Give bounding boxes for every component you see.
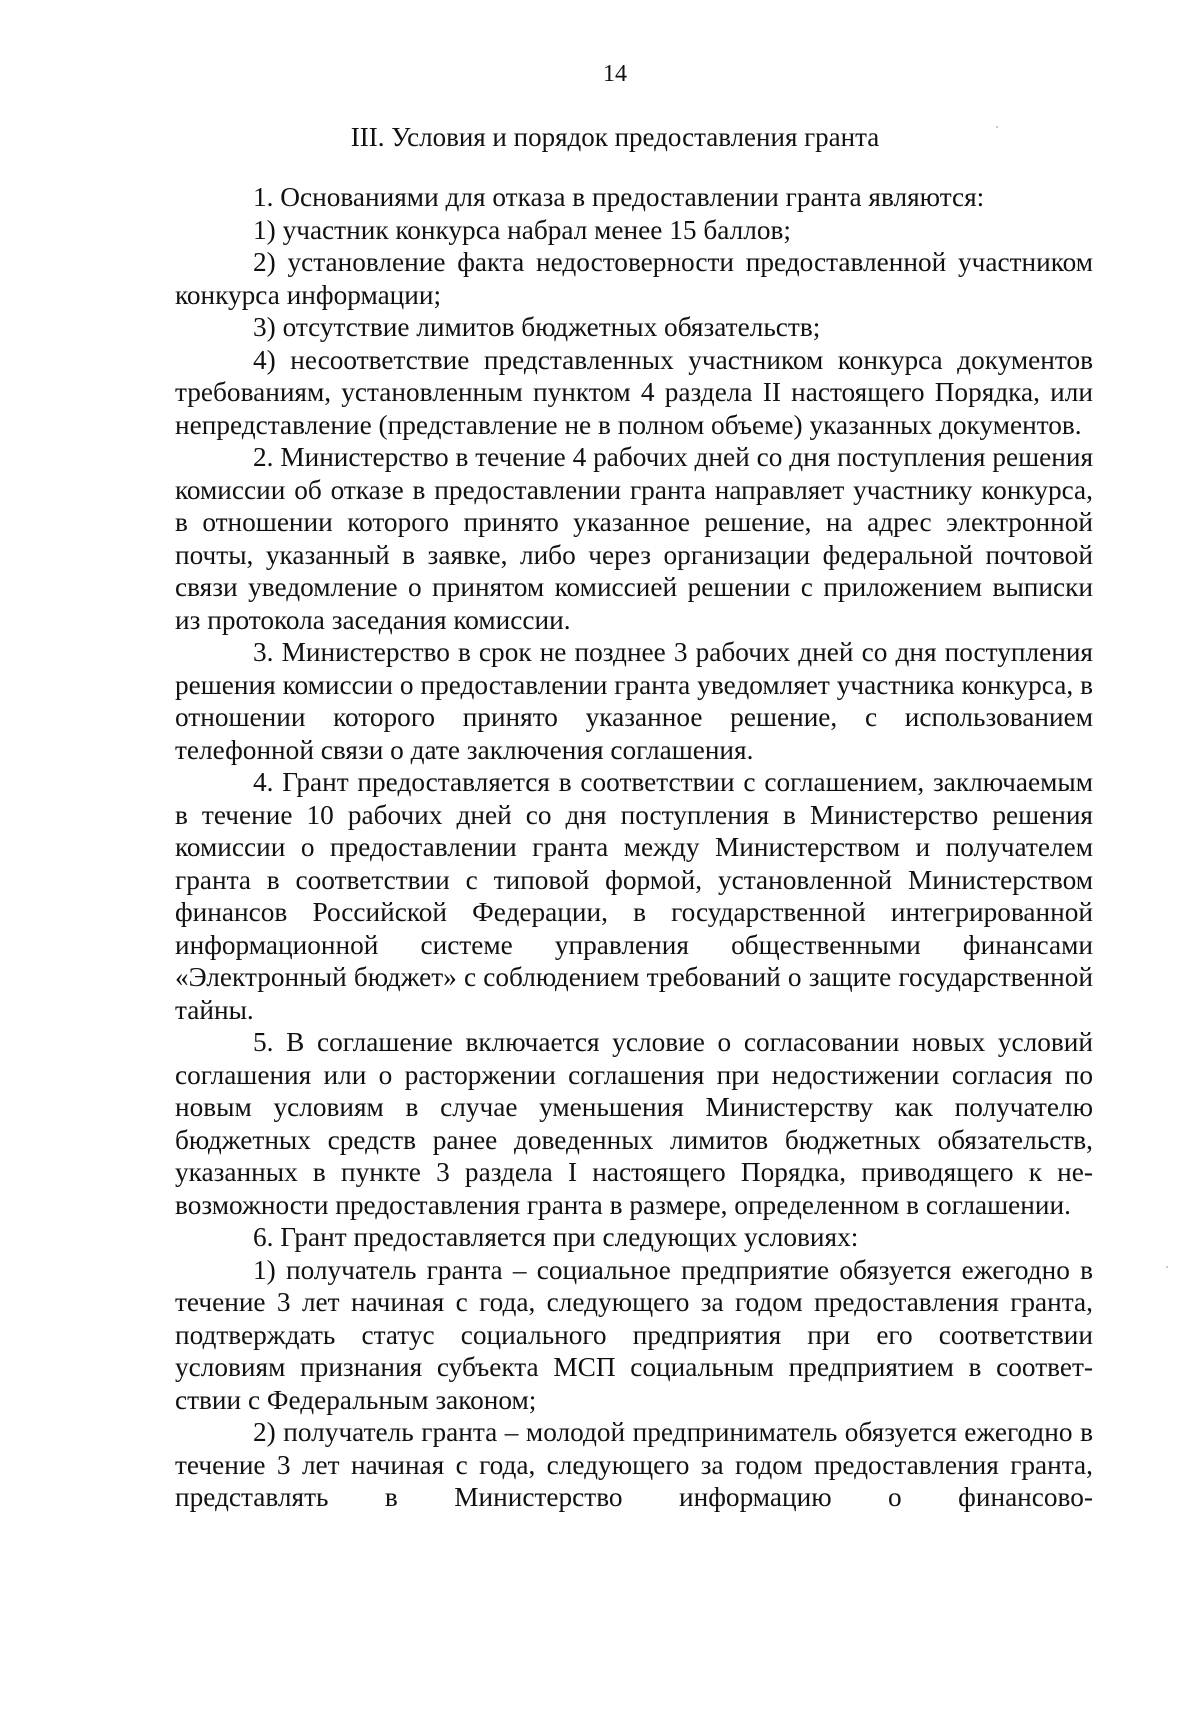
paragraph-clause-3: 3. Министерство в срок не позднее 3 рабочих дней со дня поступления решения комиссии о предоставлении гранта уведомляет участника конкурса, в отношении которого принято указанное решение, с использованием телефонной связи о дате заключения соглашения. (175, 637, 1093, 765)
paragraph-condition-item-2: 2) получатель гранта – молодой предприниматель обязуется ежегодно в течение 3 лет начиная с года, следующего за годом предоставления гранта, представлять в Министерство информацию о финансово- (175, 1417, 1093, 1512)
scan-speck (1166, 1266, 1168, 1268)
paragraph-refusal-item-4: 4) несоответствие представленных участником конкурса документов требованиям, установленным пунктом 4 раздела II настоящего Порядка, или непредставление (представление не в полном объеме) указанных документов. (175, 344, 1093, 440)
paragraph-clause-4: 4. Грант предоставляется в соответствии с соглашением, заключаемым в течение 10 рабочих дней со дня поступления в Министерство решения комиссии о предоставлении гранта между Министерством и получателем гранта в соответствии с типовой формой, установленной Министерством финансов Российской Федерации, в государственной интегрированной информационной системе управления общественными финансами «Электронный бюджет» с соблюдением требований о защите государственной тайны. (175, 767, 1093, 1025)
paragraph-clause-5: 5. В соглашение включается условие о согласовании новых условий соглашения или о расторжении соглашения при недостижении согласия по новым условиям в случае уменьшения Министерству как получателю бюджетных средств ранее доведенных лимитов бюджетных обязательств, указанных в пункте 3 раздела I настоящего Порядка, приводящего к невозможности предоставления гранта в размере, определенном в соглашении. (175, 1027, 1093, 1220)
paragraph-refusal-item-1: 1) участник конкурса набрал менее 15 баллов; (253, 214, 791, 245)
page-number: 14 (603, 61, 627, 87)
section-title: III. Условия и порядок предоставления гранта (350, 122, 880, 152)
paragraph-clause-2: 2. Министерство в течение 4 рабочих дней со дня поступления решения комиссии об отказе в предоставлении гранта направляет участнику конкурса, в отношении которого принято указанное решение, на адрес электронной почты, указанный в заявке, либо через организации федеральной почтовой связи уведомление о принятом комиссией решении с приложением выписки из протокола заседания комиссии. (175, 442, 1093, 635)
document-body (175, 181, 1093, 1514)
paragraph-refusal-item-3: 3) отсутствие лимитов бюджетных обязательств; (253, 312, 821, 342)
paragraph-refusal-grounds: 1. Основаниями для отказа в предоставлении гранта являются: (253, 182, 985, 212)
scan-speck (996, 126, 998, 128)
paragraph-condition-item-1: 1) получатель гранта – социальное предприятие обязуется ежегодно в течение 3 лет начиная с года, следующего за годом предоставления гранта, подтверждать статус социального предприятия при его соответствии условиям признания субъекта МСП социальным предприятием в соответствии с Федеральным законом; (175, 1254, 1093, 1415)
paragraph-refusal-item-2: 2) установление факта недостоверности предоставленной участником конкурса информации; (175, 247, 1093, 310)
paragraph-clause-6: 6. Грант предоставляется при следующих условиях: (253, 1222, 859, 1252)
